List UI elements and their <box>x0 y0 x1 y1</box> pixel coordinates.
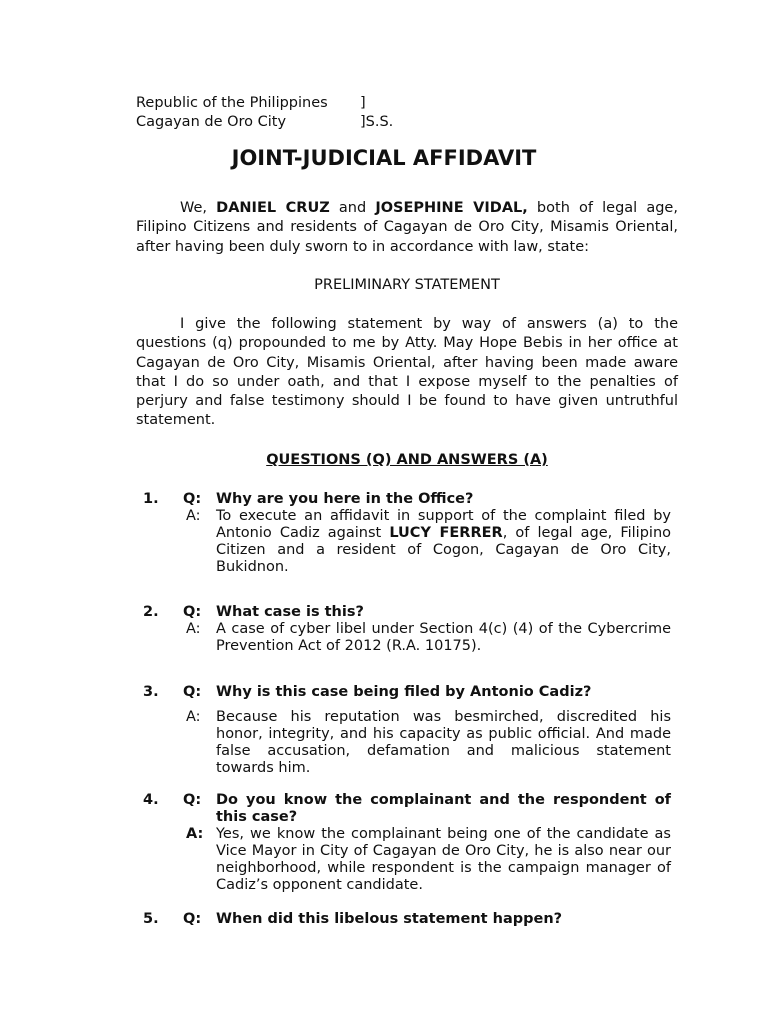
question-label-3: Q: <box>183 684 202 700</box>
venue-bracket: ] <box>360 95 366 111</box>
venue-country: Republic of the Philippines <box>136 95 328 111</box>
question-label-5: Q: <box>183 911 202 927</box>
answer-1-part-1: To execute an affidavit in support of the complaint filed by Antonio Cadiz against <box>216 508 671 541</box>
affiant-name-1: DANIEL CRUZ <box>216 200 330 216</box>
question-text-3: Why is this case being filed by Antonio Cadiz? <box>216 684 592 700</box>
question-number-3: 3. <box>143 684 159 700</box>
answer-label-3: A: <box>186 709 201 725</box>
question-label-1: Q: <box>183 491 202 507</box>
intro-text-1: We, <box>180 200 217 216</box>
qa-heading <box>136 452 678 469</box>
affiant-name-2: JOSEPHINE VIDAL, <box>375 200 528 216</box>
question-number-2: 2. <box>143 604 159 620</box>
intro-text-3: both of legal age, Filipino Citizens and residents of Cagayan de Oro City, Misamis Oriental, after having been duly sworn to in accordance with law, state: <box>136 200 678 255</box>
question-number-5: 5. <box>143 911 159 927</box>
question-number-1: 1. <box>143 491 159 507</box>
preliminary-heading: PRELIMINARY STATEMENT <box>314 277 500 293</box>
answer-text-1 <box>216 508 671 576</box>
intro-paragraph <box>136 199 678 257</box>
answer-1-part-2: , of legal age, Filipino Citizen and a resident of Cogon, Cagayan de Oro City, Bukidnon. <box>216 525 671 575</box>
question-text-4: Do you know the complainant and the respondent of this case? <box>216 792 671 825</box>
question-text-1: Why are you here in the Office? <box>216 491 474 507</box>
intro-text-2: and <box>329 200 376 216</box>
preliminary-paragraph: I give the following statement by way of answers (a) to the questions (q) propounded to me by Atty. May Hope Bebis in her office at Cagayan de Oro City, Misamis Oriental, after having been made aware that I do so under oath, and that I expose myself to the penalties of perjury and false testimony should I be found to have given untruthful statement. <box>136 316 678 429</box>
respondent-name: LUCY FERRER <box>389 525 503 541</box>
question-label-2: Q: <box>183 604 202 620</box>
answer-text-3: Because his reputation was besmirched, discredited his honor, integrity, and his capacity as public official. And made false accusation, defamation and malicious statement towards him. <box>216 709 671 776</box>
answer-text-2: A case of cyber libel under Section 4(c) (4) of the Cybercrime Prevention Act of 2012 (R.A. 10175). <box>216 621 671 654</box>
answer-label-4: A: <box>186 826 204 842</box>
question-label-4: Q: <box>183 792 202 808</box>
document-title: JOINT-JUDICIAL AFFIDAVIT <box>231 146 537 170</box>
answer-label-2: A: <box>186 621 201 637</box>
answer-label-1: A: <box>186 508 201 524</box>
question-number-4: 4. <box>143 792 159 808</box>
qa-heading-text: QUESTIONS (Q) AND ANSWERS (A) <box>266 452 548 468</box>
answer-text-4: Yes, we know the complainant being one of the candidate as Vice Mayor in City of Cagayan de Oro City, he is also near our neighborhood, while respondent is the campaign manager of Cadiz’s opponent candidate. <box>216 826 671 893</box>
venue-ss: ]S.S. <box>360 114 394 130</box>
venue-city: Cagayan de Oro City <box>136 114 287 130</box>
question-text-5: When did this libelous statement happen? <box>216 911 563 927</box>
question-text-2: What case is this? <box>216 604 364 620</box>
